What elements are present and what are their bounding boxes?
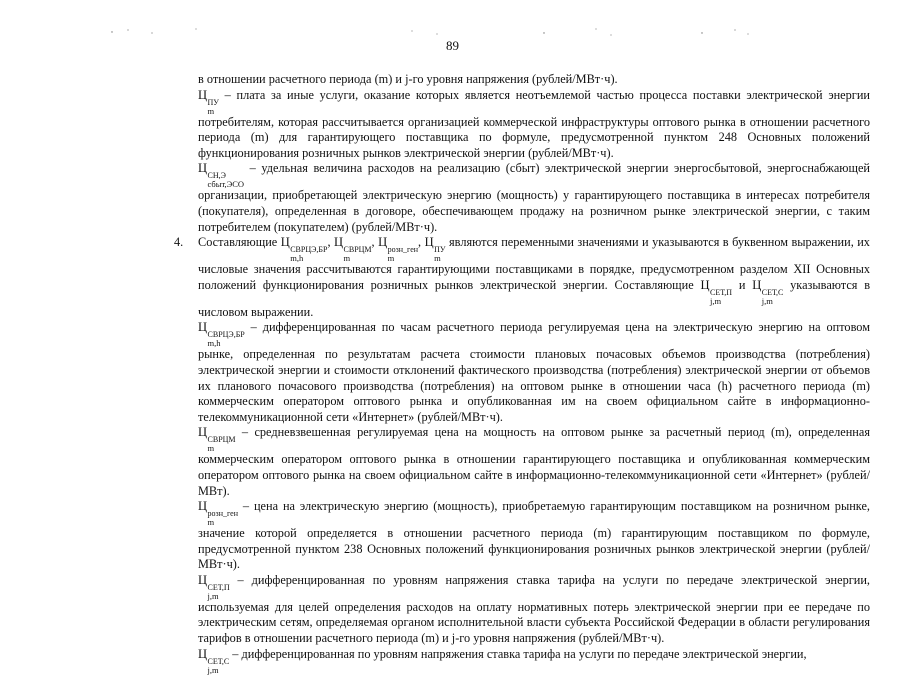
symbol-pu: Ц ПУ m	[198, 87, 219, 116]
symbol-sbyt: Ц СН,Э сбыт,ЭСО	[198, 161, 245, 190]
definition-sbyt: Ц СН,Э сбыт,ЭСО – удельная величина расходов на реализацию (сбыт) электрической энергии энергосбытовой, энергоснабжающей организации, приобретающей электрическую энергию (мощность) у гарантирующего поставщика в интересах потребителя (покупателя), определенная в договоре, обеспечивающем продажу на розничном рынке электрической энергии, с таким потребителем (покупателем) (рублей/МВт·ч).	[198, 161, 870, 234]
list-marker: 4.	[174, 235, 184, 250]
symbol-setc-def: Ц СЕТ,С j,m	[198, 646, 230, 675]
symbol-svrcm: Ц СВРЦМ m	[333, 235, 372, 264]
symbol-setp-def: Ц СЕТ,П j,m	[198, 572, 230, 601]
symbol-setc: Ц СЕТ,С j,m	[752, 277, 784, 306]
definition-pu: Ц ПУ m – плата за иные услуги, оказание которых является неотъемлемой частью процесса поставки электрической энергии потребителям, которая рассчитывается организацией коммерческой инфраструктуры оптового рынка в отношении расчетного периода (m) для гарантирующего поставщика по формуле, предусмотренной пунктом 248 Основных положений функционирования розничных рынков электрической энергии (рублей/МВт·ч).	[198, 87, 870, 160]
page-number: 89	[446, 38, 459, 53]
scan-specks	[0, 24, 905, 38]
list-item-4: 4. Составляющие Ц СВРЦЭ,БР m,h , Ц СВРЦМ m , Ц розн_ген m , Ц ПУ m являются переменными значениями и указываются в буквенном выражении, их числовые значения рассчитываются гарантирующими поставщиками в порядке, предусмотренном разделом XII Основных положений функционирования розничных рынков электрической энергии. Составляющие Ц СЕТ,П j,m и Ц СЕТ,С j,m указываются в числовом выражении.	[174, 235, 871, 319]
definition-setc: Ц СЕТ,С j,m – дифференцированная по уровням напряжения ставка тарифа на услуги по передаче электрической энергии,	[198, 646, 807, 675]
symbol-setp: Ц СЕТ,П j,m	[700, 277, 733, 306]
symbol-svrcebr-def: Ц СВРЦЭ,БР m,h	[198, 320, 245, 349]
symbol-svrcm-def: Ц СВРЦМ m	[198, 425, 236, 454]
symbol-rozn-def: Ц розн_ген m	[198, 499, 238, 528]
symbol-svrcebr: Ц СВРЦЭ,БР m,h	[280, 235, 328, 264]
document-body	[174, 72, 871, 675]
paragraph-continuation: в отношении расчетного периода (m) и j-го уровня напряжения (рублей/МВт·ч).	[198, 72, 618, 86]
definition-setp: Ц СЕТ,П j,m – дифференцированная по уровням напряжения ставка тарифа на услуги по передаче электрической энергии, используемая для целей определения расходов на оплату нормативных потерь электрической энергии при ее передаче по электрическим сетям, определяемая органом исполнительной власти субъекта Российской Федерации в области регулирования тарифов в отношении расчетного периода (m) и j-го уровня напряжения (рублей/МВт·ч).	[198, 572, 870, 646]
symbol-rozn: Ц розн_ген m	[378, 235, 419, 264]
definition-svrcebr: Ц СВРЦЭ,БР m,h – дифференцированная по часам расчетного периода регулируемая цена на электрическую энергию на оптовом рынке, определенная по результатам расчета стоимости плановых почасовых объемов производства (потребления) электрической энергии и стоимости отклонений фактического производства (потребления) электрической энергии от объемов их планового почасового производства (потребления) на оптовом рынке в отношении часа (h) расчетного периода (m) коммерческим оператором оптового рынка и опубликованная им на своем официальном сайте в информационно-телекоммуникационной сети «Интернет» (рублей/МВт·ч).	[198, 320, 870, 424]
symbol-pu-2: Ц ПУ m	[424, 235, 446, 264]
definition-rozn: Ц розн_ген m – цена на электрическую энергию (мощность), приобретаемую гарантирующим поставщиком на розничном рынке, значение которой определяется в отношении расчетного периода (m) гарантирующим поставщиком по формуле, предусмотренной пунктом 238 Основных положений функционирования розничных рынков электрической энергии (рублей/МВт·ч).	[198, 499, 870, 572]
definition-svrcm: Ц СВРЦМ m – средневзвешенная регулируемая цена на мощность на оптовом рынке за расчетный период (m), определенная коммерческим оператором оптового рынка в отношении гарантирующего поставщика и опубликованная коммерческим оператором оптового рынка на своем официальном сайте в информационно-телекоммуникационной сети «Интернет» (рублей/МВт).	[198, 425, 870, 498]
